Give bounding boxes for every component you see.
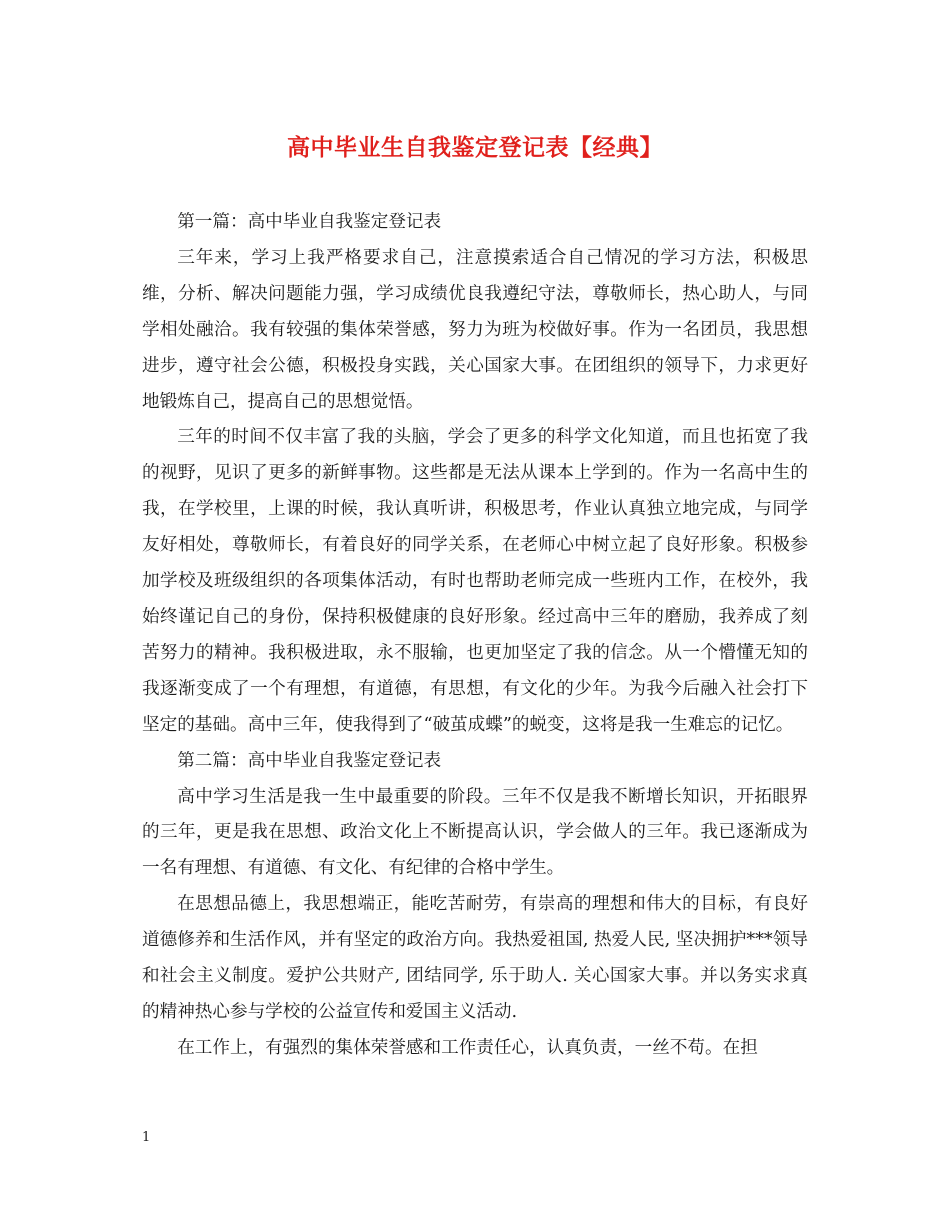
- body-paragraph: 高中学习生活是我一生中最重要的阶段。三年不仅是我不断增长知识，开拓眼界的三年，更是我在思想、政治文化上不断提高认识，学会做人的三年。我已逐渐成为一名有理想、有道德、有文化、有纪律的合格中学生。: [142, 786, 808, 879]
- body-paragraph: 三年的时间不仅丰富了我的头脑，学会了更多的科学文化知道，而且也拓宽了我的视野，见识了更多的新鲜事物。这些都是无法从课本上学到的。作为一名高中生的我，在学校里，上课的时候，我认真听讲，积极思考，作业认真独立地完成，与同学友好相处，尊敬师长，有着良好的同学关系，在老师心中树立起了良好形象。积极参加学校及班级组织的各项集体活动，有时也帮助老师完成一些班内工作，在校外，我始终谨记自己的身份，保持积极健康的良好形象。经过高中三年的磨励，我养成了刻苦努力的精神。我积极进取，永不服输，也更加坚定了我的信念。从一个懵懂无知的我逐渐变成了一个有理想，有道德，有思想，有文化的少年。为我今后融入社会打下坚定的基础。高中三年，使我得到了“破茧成蝶”的蜕变，这将是我一生难忘的记忆。: [142, 427, 808, 735]
- section-heading-1: 第一篇：高中毕业自我鉴定登记表: [177, 212, 442, 232]
- document-body: [142, 205, 808, 1067]
- body-paragraph: 三年来，学习上我严格要求自己，注意摸索适合自己情况的学习方法，积极思维，分析、解决问题能力强，学习成绩优良我遵纪守法，尊敬师长，热心助人，与同学相处融洽。我有较强的集体荣誉感，努力为班为校做好事。作为一名团员，我思想进步，遵守社会公德，积极投身实践，关心国家大事。在团组织的领导下，力求更好地锻炼自己，提高自己的思想觉悟。: [142, 247, 808, 412]
- document-title: 高中毕业生自我鉴定登记表【经典】: [287, 134, 663, 161]
- body-paragraph: 在思想品德上，我思想端正，能吃苦耐劳，有崇高的理想和伟大的目标，有良好道德修养和生活作风，并有坚定的政治方向。我热爱祖国, 热爱人民, 坚决拥护***领导和社会主义制度。爱护公共财产, 团结同学, 乐于助人. 关心国家大事。并以务实求真的精神热心参与学校的公益宣传和爱国主义活动.: [142, 894, 808, 1022]
- page-number: 1: [142, 1130, 151, 1145]
- body-paragraph: 在工作上，有强烈的集体荣誉感和工作责任心，认真负责，一丝不苟。在担: [177, 1037, 758, 1058]
- section-heading-2: 第二篇：高中毕业自我鉴定登记表: [177, 750, 442, 771]
